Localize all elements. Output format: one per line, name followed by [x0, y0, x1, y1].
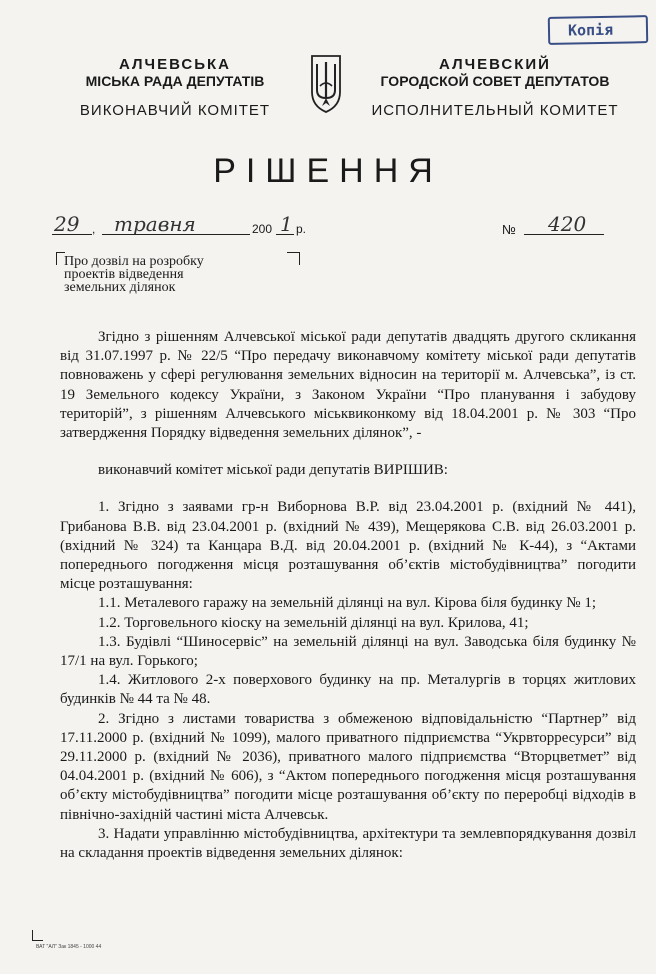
item-1-4: 1.4. Житлового 2-х поверхового будинку на пр. Металургів в торцях житлових будинків № 44 та № 48.: [60, 672, 636, 708]
footer-bracket: [32, 930, 43, 941]
copy-stamp: Копія: [548, 15, 648, 45]
subject-line: земельних ділянок: [64, 280, 176, 295]
item-2: 2. Згідно з листами товариства з обмеженою відповідальністю “Партнер” від 17.11.2000 р. (вхідний № 1099), малого приватного підприємства “Укрвторресурси” від 29.11.2000 р. (вхідний № 2036), приватного малого підприємства “Вторцветмет” від 04.04.2001 р. (вхідний № 606), з “Актом попереднього погодження місця розташування об’єкту містобудівництва” погодити місце розташування об’єкту по переробці відходів в північно-західній частині міста Алчевськ.: [60, 710, 636, 823]
item-1: 1. Згідно з заявами гр-н Виборнова В.Р. від 23.04.2001 р. (вхідний № 441), Грибанова В.В. від 23.04.2001 р. (вхідний № 439), Мещерякова С.В. від 26.03.2001 р. (вхідний № 324) та Канцара В.Д. від 20.04.2001 р. (вхідний № К-44), з “Актами попереднього погодження місця розташування об’єктів містобудівництва” погодити місце розташування:: [60, 499, 636, 593]
subject-corner-right: [287, 252, 300, 265]
item-3: 3. Надати управлінню містобудівництва, архітектури та землевпорядкування дозвіл на складання проектів відведення земельних ділянок:: [60, 825, 636, 862]
trident-icon: [306, 52, 346, 114]
decided-line: виконавчий комітет міської ради депутатів ВИРІШИВ:: [98, 462, 448, 479]
subject-block: [64, 255, 204, 294]
date-day: 29: [54, 212, 80, 236]
decision-number: 420: [548, 212, 587, 236]
document-body: [60, 328, 636, 863]
header-left-line3: ВИКОНАВЧИЙ КОМІТЕТ: [79, 102, 271, 119]
preamble-paragraph: Згідно з рішенням Алчевської міської ради депутатів двадцять другого скликання від 31.07.1997 р. № 22/5 “Про передачу виконавчому комітету міської ради депутатів повноважень у сфері регулювання земельних відносин на території м. Алчевська”, із ст. 19 Земельного кодексу України, з Законом України “Про планування і забудову територій”, з рішенням Алчевського міськвиконкому від 18.04.2001 р. № 303 “Про затвердження Порядку відведення земельних ділянок”, -: [60, 329, 636, 442]
item-1-1: 1.1. Металевого гаражу на земельній ділянці на вул. Кірова біля будинку № 1;: [98, 595, 597, 612]
header-right-line3: ИСПОЛНИТЕЛЬНЫЙ КОМИТЕТ: [371, 102, 619, 119]
header-right-line2: ГОРОДСКОЙ СОВЕТ ДЕПУТАТОВ: [380, 73, 610, 89]
header-left-line1: АЛЧЕВСЬКА: [119, 56, 231, 73]
date-year-suffix: р.: [296, 222, 307, 236]
print-footer: ВАТ "АЛ" Зак 1845 - 1000 44: [36, 944, 102, 950]
subject-line: проектів відведення: [64, 267, 184, 282]
item-1-3: 1.3. Будівлі “Шиносервіс” на земельній ділянці на вул. Заводська біля будинку № 17/1 на вул. Горького;: [60, 633, 636, 670]
header-right-line1: АЛЧЕВСКИЙ: [439, 56, 551, 73]
subject-line: Про дозвіл на розробку: [64, 254, 204, 269]
header-left-line2: МІСЬКА РАДА ДЕПУТАТІВ: [85, 73, 265, 89]
date-year-digit: 1: [280, 212, 293, 236]
date-line: 29 , травня 200 1 р. № 420: [52, 208, 612, 242]
number-label: №: [502, 222, 516, 237]
item-1-2: 1.2. Торговельного кіоску на земельній ділянці на вул. Крилова, 41;: [98, 614, 529, 631]
document-title: РІШЕННЯ: [213, 152, 443, 190]
date-month: травня: [114, 212, 196, 236]
date-year-prefix: 200: [252, 222, 273, 236]
